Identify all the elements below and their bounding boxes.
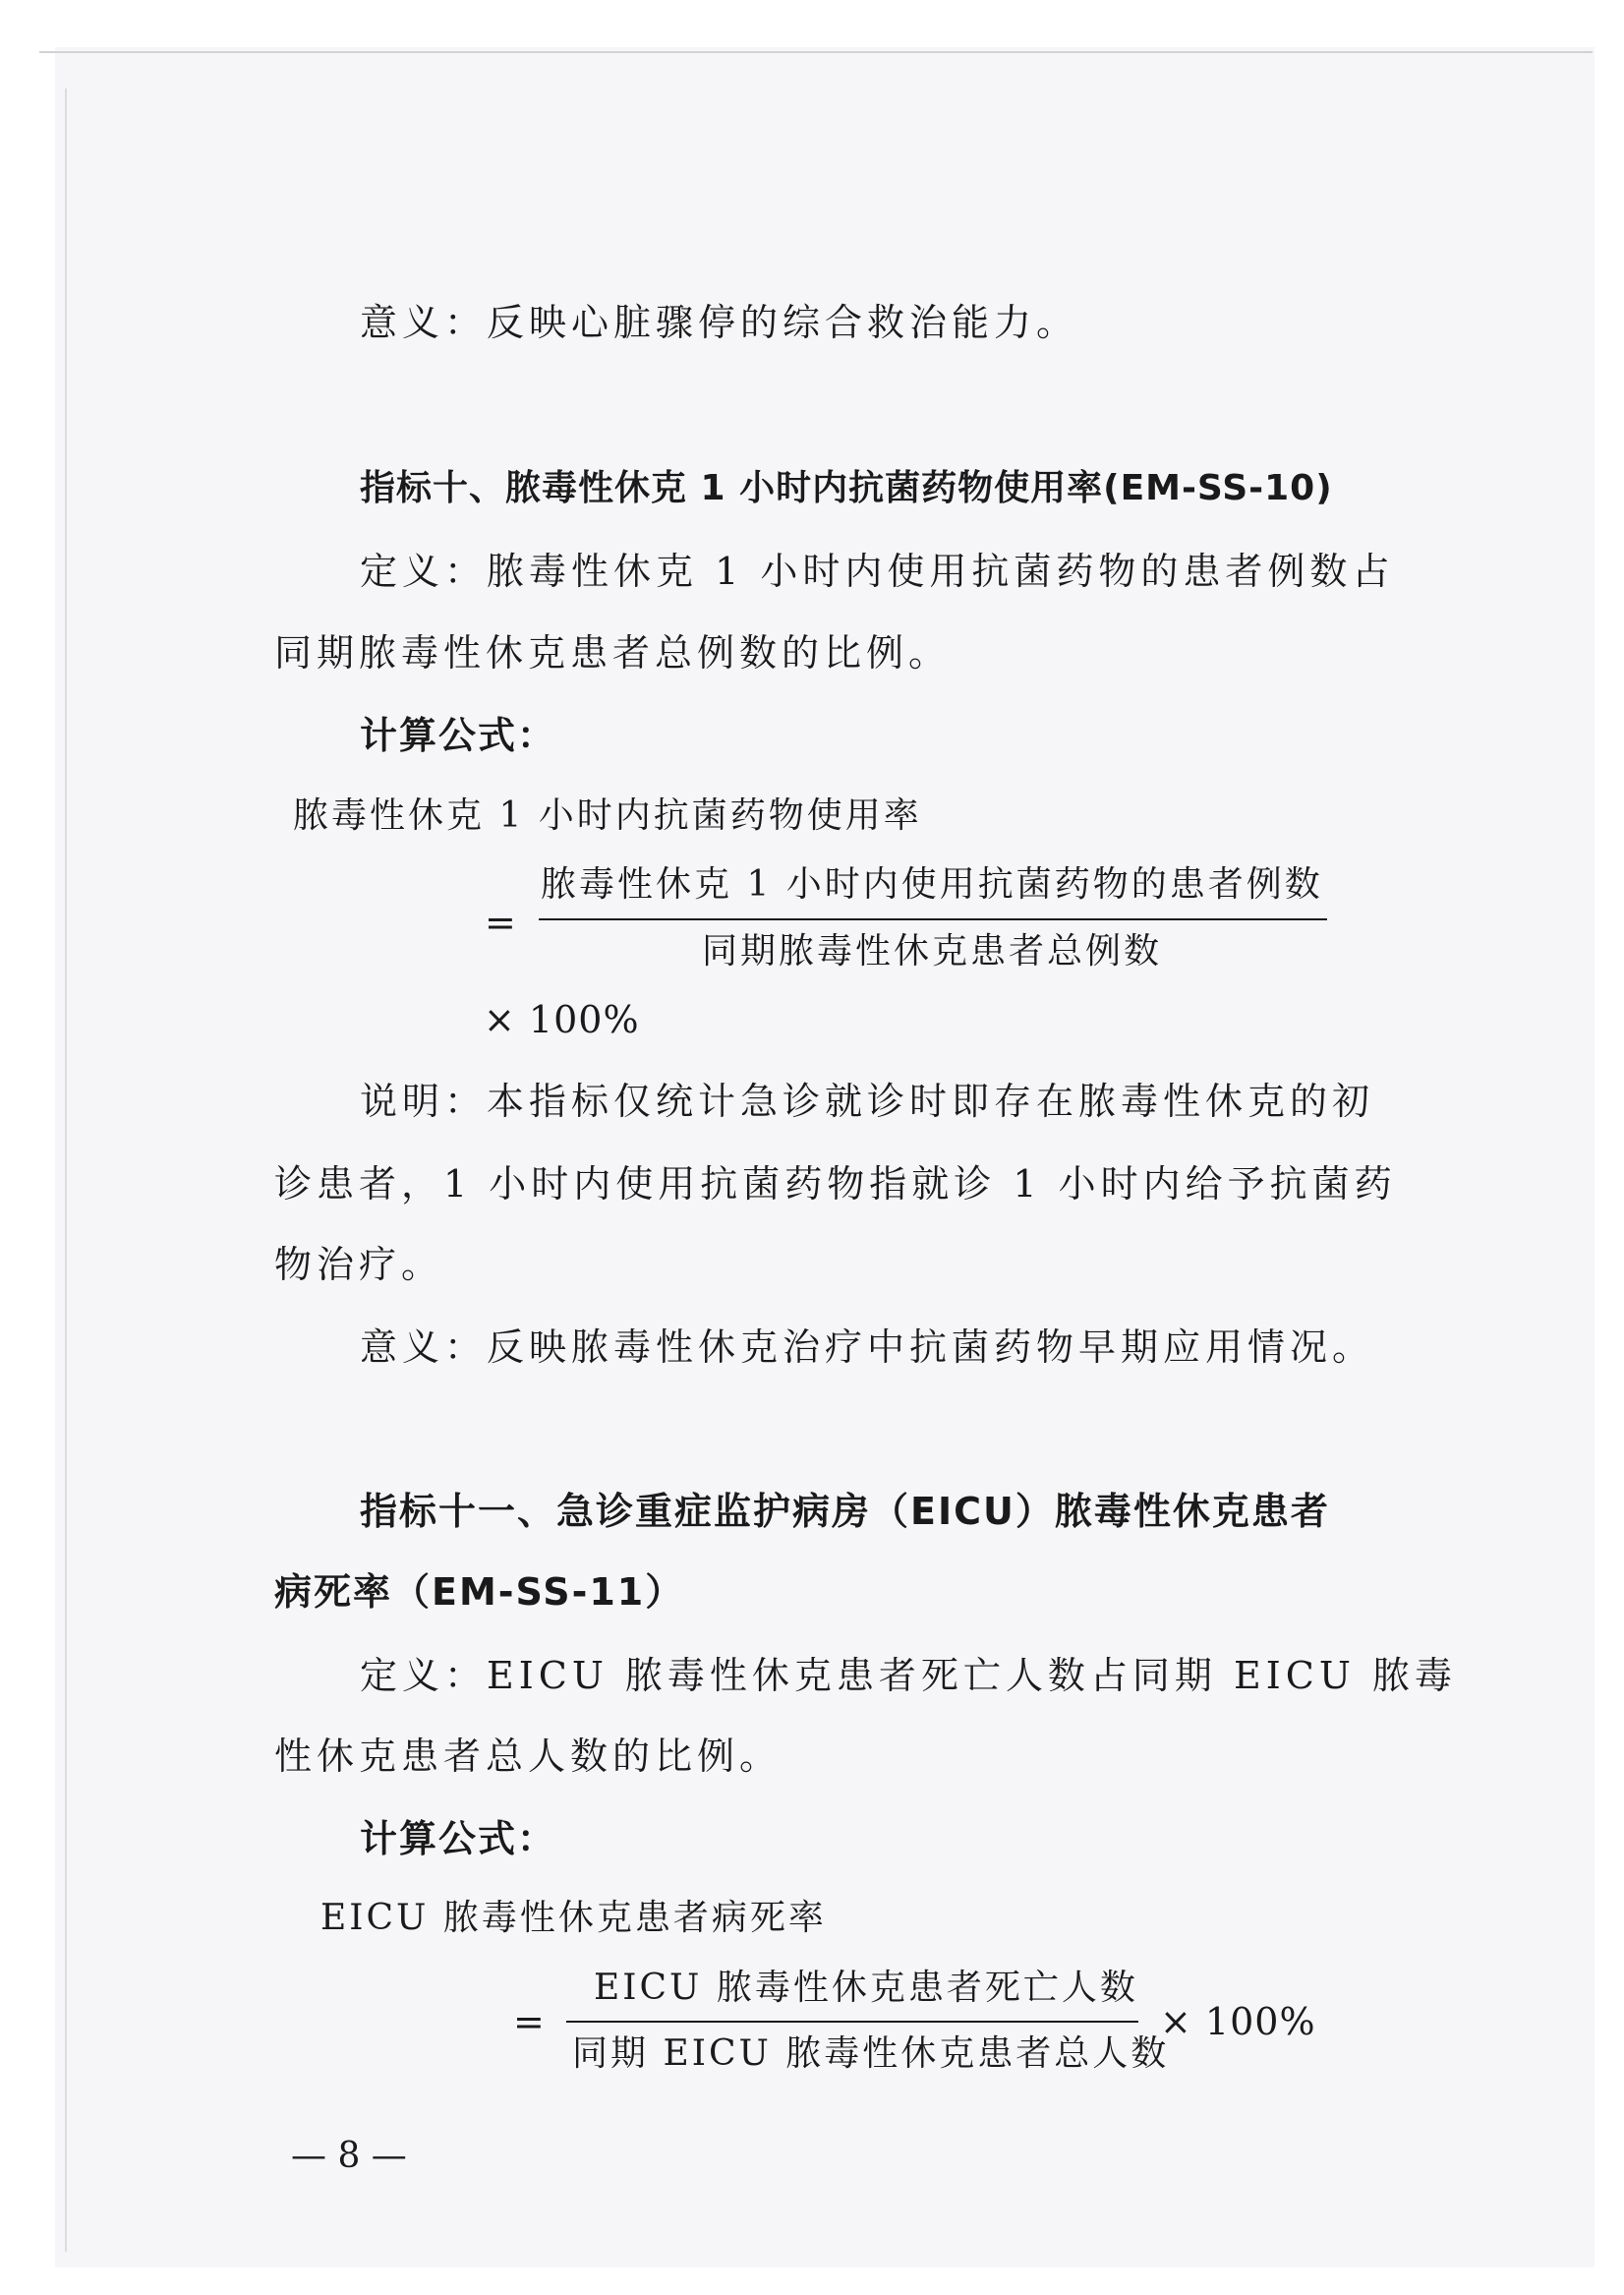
indicator-11-denominator: 同期 EICU 脓毒性休克患者总人数 xyxy=(572,2033,1170,2074)
indicator-10-title: 指标十、脓毒性休克 1 小时内抗菌药物使用率(EM-SS-10) xyxy=(360,468,1333,508)
scan-edge-top xyxy=(39,51,1593,53)
indicator-11-numerator: EICU 脓毒性休克患者死亡人数 xyxy=(594,1968,1138,2008)
indicator-10-formula-lhs: 脓毒性休克 1 小时内抗菌药物使用率 xyxy=(293,795,922,836)
indicator-10-fraction-bar xyxy=(539,918,1327,920)
indicator-11-title-line-2: 病死率（EM-SS-11） xyxy=(274,1570,685,1614)
indicator-10-equals-sign: = xyxy=(485,901,521,944)
indicator-11-definition-line-2: 性休克患者总人数的比例。 xyxy=(274,1735,783,1778)
indicator-11-formula-lhs: EICU 脓毒性休克患者病死率 xyxy=(320,1898,827,1938)
meaning-paragraph-cardiac: 意义：反映心脏骤停的综合救治能力。 xyxy=(360,301,1079,344)
indicator-10-meaning: 意义：反映脓毒性休克治疗中抗菌药物早期应用情况。 xyxy=(360,1325,1375,1369)
scan-edge-left xyxy=(65,88,67,2252)
indicator-10-definition-line-2: 同期脓毒性休克患者总例数的比例。 xyxy=(274,631,952,675)
indicator-11-multiplier: × 100% xyxy=(1160,2000,1316,2043)
indicator-10-numerator: 脓毒性休克 1 小时内使用抗菌药物的患者例数 xyxy=(541,864,1323,905)
indicator-11-title-line-1: 指标十一、急诊重症监护病房（EICU）脓毒性休克患者 xyxy=(360,1490,1330,1533)
indicator-10-multiplier: × 100% xyxy=(484,998,640,1041)
indicator-10-denominator: 同期脓毒性休克患者总例数 xyxy=(702,931,1163,971)
page-number: — 8 — xyxy=(291,2136,407,2176)
indicator-11-fraction-bar xyxy=(566,2021,1138,2023)
indicator-10-note-line-2: 诊患者，1 小时内使用抗菌药物指就诊 1 小时内给予抗菌药 xyxy=(274,1162,1397,1206)
indicator-10-note-line-1: 说明：本指标仅统计急诊就诊时即存在脓毒性休克的初 xyxy=(360,1080,1375,1123)
indicator-10-formula-label: 计算公式： xyxy=(360,714,557,757)
indicator-11-equals-sign: = xyxy=(513,2000,550,2043)
indicator-11-definition-line-1: 定义：EICU 脓毒性休克患者死亡人数占同期 EICU 脓毒 xyxy=(360,1654,1457,1697)
indicator-11-formula-label: 计算公式： xyxy=(360,1817,557,1860)
indicator-10-definition-line-1: 定义：脓毒性休克 1 小时内使用抗菌药物的患者例数占 xyxy=(360,550,1395,593)
indicator-10-note-line-3: 物治疗。 xyxy=(274,1243,444,1286)
